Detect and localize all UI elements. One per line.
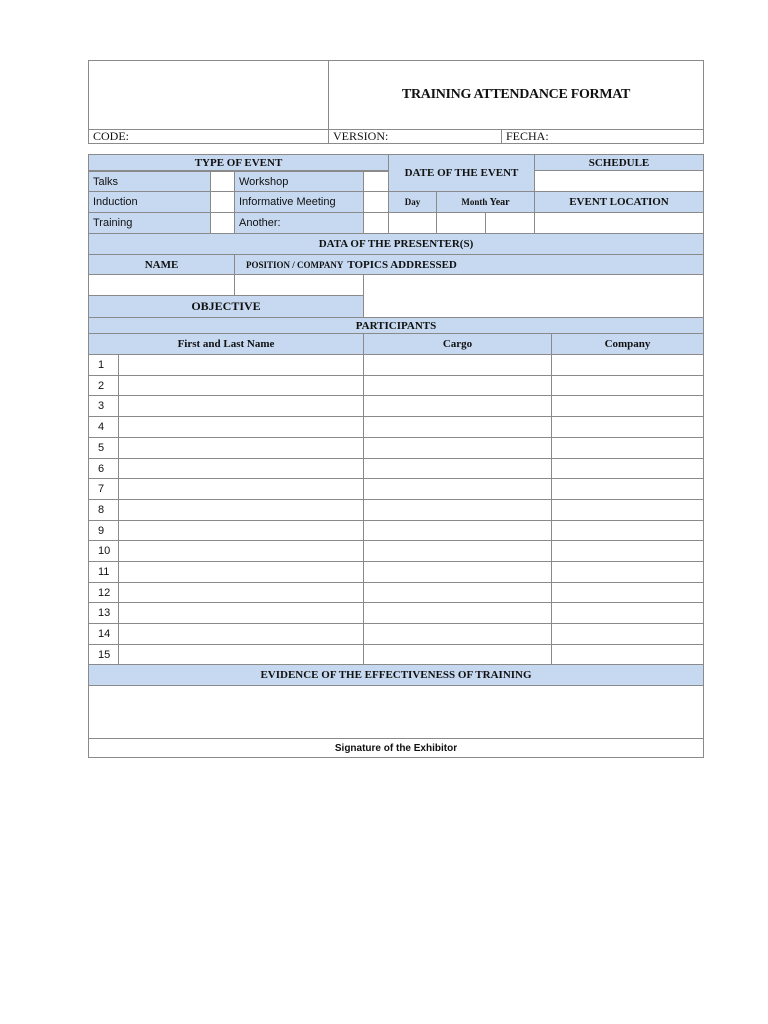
row-number-label: 3 xyxy=(98,400,105,412)
evidence-input[interactable] xyxy=(88,685,704,739)
participant-cargo-input[interactable] xyxy=(363,478,552,500)
participant-company-input[interactable] xyxy=(551,520,704,541)
participant-row-number xyxy=(88,354,119,376)
company-column-header xyxy=(551,333,704,355)
participant-row-number xyxy=(88,499,119,521)
year-label: Year xyxy=(489,196,510,208)
signature-field[interactable] xyxy=(88,738,704,758)
participant-row-number xyxy=(88,458,119,479)
event-type-label: Workshop xyxy=(239,175,289,188)
participant-name-input[interactable] xyxy=(118,602,364,624)
event-type-induction xyxy=(88,191,211,213)
participant-cargo-input[interactable] xyxy=(363,561,552,583)
version-field[interactable] xyxy=(328,129,502,144)
participant-row-number xyxy=(88,520,119,541)
induction-checkbox[interactable] xyxy=(210,191,235,213)
evidence-header xyxy=(88,664,704,686)
month-year-header xyxy=(436,191,535,213)
presenter-section-header xyxy=(88,233,704,255)
participant-cargo-input[interactable] xyxy=(363,375,552,396)
participant-row-number xyxy=(88,395,119,417)
participant-company-input[interactable] xyxy=(551,644,704,666)
type-of-event-header-text: TYPE OF EVENT xyxy=(194,156,283,169)
participant-company-input[interactable] xyxy=(551,416,704,438)
participant-company-input[interactable] xyxy=(551,623,704,645)
participant-cargo-input[interactable] xyxy=(363,458,552,479)
row-number-label: 11 xyxy=(98,566,110,578)
participant-cargo-input[interactable] xyxy=(363,623,552,645)
event-location-header-text: EVENT LOCATION xyxy=(569,196,669,208)
training-checkbox[interactable] xyxy=(210,212,235,234)
presenter-position-input[interactable] xyxy=(234,274,364,296)
row-number-label: 14 xyxy=(98,628,111,640)
topics-addressed-label: TOPICS ADDRESSED xyxy=(347,258,457,271)
type-of-event-header xyxy=(88,154,389,171)
schedule-header xyxy=(534,154,704,171)
row-number-label: 6 xyxy=(98,462,105,475)
participant-company-input[interactable] xyxy=(551,395,704,417)
participant-name-input[interactable] xyxy=(118,540,364,562)
fecha-field[interactable] xyxy=(501,129,704,144)
row-number-label: 12 xyxy=(98,586,111,599)
month-label: Month xyxy=(461,197,488,207)
row-number-label: 15 xyxy=(98,649,111,661)
participant-row-number xyxy=(88,644,119,666)
row-number-label: 2 xyxy=(98,379,105,392)
presenter-name-input[interactable] xyxy=(88,274,235,296)
participant-company-input[interactable] xyxy=(551,582,704,603)
row-number-label: 5 xyxy=(98,442,105,454)
presenter-section-title: DATA OF THE PRESENTER(S) xyxy=(318,238,474,250)
participant-row-number xyxy=(88,375,119,396)
participant-name-input[interactable] xyxy=(118,458,364,479)
row-number-label: 10 xyxy=(98,545,111,557)
participant-name-input[interactable] xyxy=(118,478,364,500)
talks-checkbox[interactable] xyxy=(210,171,235,192)
code-label: CODE: xyxy=(93,129,129,143)
participant-name-input[interactable] xyxy=(118,623,364,645)
participant-name-column-header xyxy=(88,333,364,355)
participants-section-title: PARTICIPANTS xyxy=(355,319,437,332)
participants-section-header xyxy=(88,317,704,334)
participant-row-number xyxy=(88,437,119,459)
participant-row-number xyxy=(88,602,119,624)
cargo-column-label: Cargo xyxy=(442,338,473,350)
objective-label: OBJECTIVE xyxy=(191,299,261,313)
participant-name-input[interactable] xyxy=(118,561,364,583)
informative-meeting-checkbox[interactable] xyxy=(363,191,389,213)
participant-company-input[interactable] xyxy=(551,499,704,521)
participant-name-input[interactable] xyxy=(118,395,364,417)
row-number-label: 4 xyxy=(98,421,105,433)
row-number-label: 13 xyxy=(98,607,111,619)
date-of-event-header xyxy=(388,154,535,192)
participant-company-input[interactable] xyxy=(551,540,704,562)
presenter-name-header xyxy=(88,254,235,275)
schedule-input[interactable] xyxy=(534,170,704,192)
participant-company-input[interactable] xyxy=(551,375,704,396)
participant-company-input[interactable] xyxy=(551,354,704,376)
presenter-name-label: NAME xyxy=(144,258,179,271)
participant-name-input[interactable] xyxy=(118,582,364,603)
participant-name-input[interactable] xyxy=(118,520,364,541)
presenter-position-topics-header xyxy=(234,254,704,275)
topics-addressed-input[interactable] xyxy=(363,274,704,318)
event-type-informative-meeting xyxy=(234,191,364,213)
event-type-label: Informative Meeting xyxy=(239,196,336,208)
another-checkbox[interactable] xyxy=(363,212,389,234)
date-of-event-header-text: DATE OF THE EVENT xyxy=(404,167,519,179)
code-field[interactable] xyxy=(88,129,329,144)
objective-header xyxy=(88,295,364,318)
participant-cargo-input[interactable] xyxy=(363,582,552,603)
participant-name-input[interactable] xyxy=(118,375,364,396)
participant-company-input[interactable] xyxy=(551,437,704,459)
participant-cargo-input[interactable] xyxy=(363,354,552,376)
version-label: VERSION: xyxy=(333,129,389,143)
event-type-another xyxy=(234,212,364,234)
row-number-label: 8 xyxy=(98,504,105,516)
participant-company-input[interactable] xyxy=(551,602,704,624)
participant-name-input[interactable] xyxy=(118,499,364,521)
participant-row-number xyxy=(88,416,119,438)
row-number-label: 9 xyxy=(98,524,105,537)
signature-label: Signature of the Exhibitor xyxy=(334,742,458,754)
event-type-label: Talks xyxy=(93,175,119,188)
event-type-label: Training xyxy=(93,217,133,229)
participant-row-number xyxy=(88,478,119,500)
participant-cargo-input[interactable] xyxy=(363,520,552,541)
row-number-label: 7 xyxy=(98,483,105,495)
participant-name-input[interactable] xyxy=(118,437,364,459)
participant-row-number xyxy=(88,582,119,603)
month-input[interactable] xyxy=(436,212,486,234)
participant-company-input[interactable] xyxy=(551,458,704,479)
participant-cargo-input[interactable] xyxy=(363,499,552,521)
day-header xyxy=(388,191,437,213)
fecha-label: FECHA: xyxy=(506,129,549,143)
event-type-workshop xyxy=(234,171,364,192)
participant-cargo-input[interactable] xyxy=(363,644,552,666)
document-title xyxy=(328,60,704,130)
name-column-label: First and Last Name xyxy=(177,338,275,350)
participant-cargo-input[interactable] xyxy=(363,602,552,624)
day-input[interactable] xyxy=(388,212,437,234)
participant-row-number xyxy=(88,561,119,583)
event-type-talks xyxy=(88,171,211,192)
event-type-label: Another: xyxy=(239,217,281,229)
participant-cargo-input[interactable] xyxy=(363,416,552,438)
cargo-column-header xyxy=(363,333,552,355)
evidence-title: EVIDENCE OF THE EFFECTIVENESS OF TRAINING xyxy=(260,669,532,681)
schedule-header-text: SCHEDULE xyxy=(588,156,650,169)
participant-name-input[interactable] xyxy=(118,416,364,438)
participant-cargo-input[interactable] xyxy=(363,395,552,417)
day-label: Day xyxy=(404,197,421,207)
position-company-label: POSITION / COMPANY xyxy=(246,259,344,270)
row-number-label: 1 xyxy=(98,359,105,371)
participant-name-input[interactable] xyxy=(118,354,364,376)
event-type-training xyxy=(88,212,211,234)
participant-company-input[interactable] xyxy=(551,561,704,583)
participant-cargo-input[interactable] xyxy=(363,540,552,562)
workshop-checkbox[interactable] xyxy=(363,171,389,192)
event-type-label: Induction xyxy=(93,196,138,208)
document-title-text: TRAINING ATTENDANCE FORMAT xyxy=(401,87,631,102)
event-location-input[interactable] xyxy=(534,212,704,234)
event-location-header xyxy=(534,191,704,213)
participant-row-number xyxy=(88,623,119,645)
logo-box xyxy=(88,60,329,130)
participant-name-input[interactable] xyxy=(118,644,364,666)
year-input[interactable] xyxy=(485,212,535,234)
participant-row-number xyxy=(88,540,119,562)
participant-cargo-input[interactable] xyxy=(363,437,552,459)
participant-company-input[interactable] xyxy=(551,478,704,500)
company-column-label: Company xyxy=(604,338,651,350)
